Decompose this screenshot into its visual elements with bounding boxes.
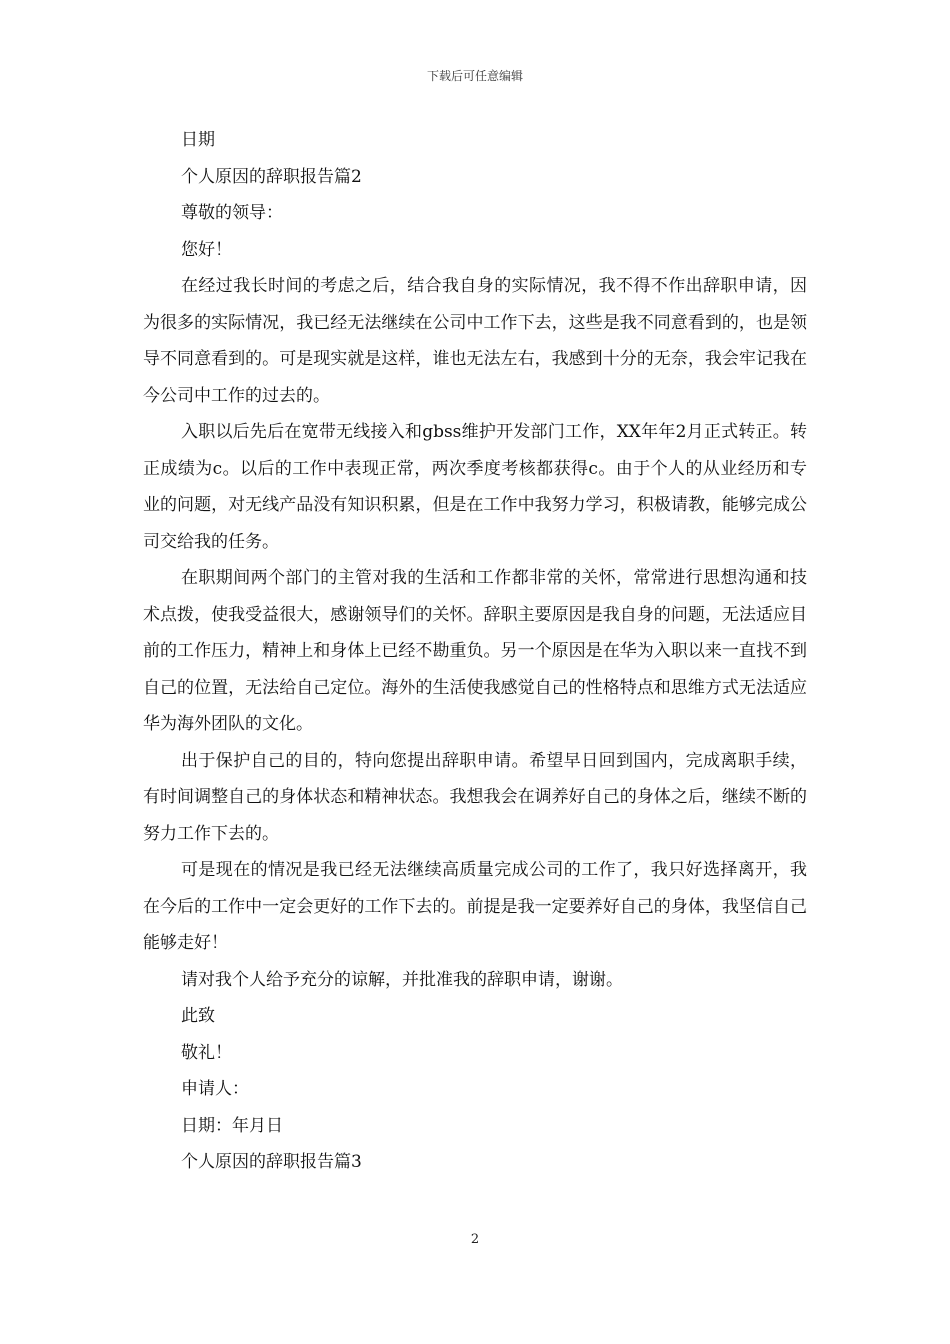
salutation: 尊敬的领导： — [181, 203, 283, 223]
body-paragraph: 请对我个人给予充分的谅解，并批准我的辞职申请，谢谢。 — [181, 969, 623, 990]
page-header: 下载后可任意编辑 — [426, 69, 523, 83]
closing-salute: 敬礼！ — [181, 1042, 232, 1063]
applicant-line: 申请人： — [181, 1079, 249, 1099]
signature-date-line: 日期：年月日 — [181, 1115, 283, 1136]
body-paragraph: 在经过我长时间的考虑之后，结合我自身的实际情况，我不得不作出辞职申请，因为很多的实际情况，我已经无法继续在公司中工作下去，这些是我不同意看到的，也是领导不同意看到的。可是现实就是这样，谁也无法左右，我感到十分的无奈，我会牢记我在今公司中工作的过去的。 — [143, 276, 807, 406]
section-heading-2: 个人原因的辞职报告篇2 — [181, 166, 362, 187]
body-paragraph: 可是现在的情况是我已经无法继续高质量完成公司的工作了，我只好选择离开，我在今后的工作中一定会更好的工作下去的。前提是我一定要养好自己的身体，我坚信自己能够走好！ — [143, 860, 807, 953]
document-body — [143, 122, 807, 1181]
body-paragraph: 入职以后先后在宽带无线接入和gbss维护开发部门工作，XX年年2月正式转正。转正成绩为c。以后的工作中表现正常，两次季度考核都获得c。由于个人的从业经历和专业的问题，对无线产品没有知识积累，但是在工作中我努力学习，积极请教，能够完成公司交给我的任务。 — [143, 422, 807, 552]
date-line: 日期 — [181, 130, 215, 150]
body-paragraph: 在职期间两个部门的主管对我的生活和工作都非常的关怀，常常进行思想沟通和技术点拨，使我受益很大，感谢领导们的关怀。辞职主要原因是我自身的问题，无法适应目前的工作压力，精神上和身体上已经不勘重负。另一个原因是在华为入职以来一直找不到自己的位置，无法给自己定位。海外的生活使我感觉自己的性格特点和思维方式无法适应华为海外团队的文化。 — [143, 568, 807, 734]
closing-phrase: 此致 — [181, 1006, 215, 1026]
body-paragraph: 出于保护自己的目的，特向您提出辞职申请。希望早日回到国内，完成离职手续，有时间调整自己的身体状态和精神状态。我想我会在调养好自己的身体之后，继续不断的努力工作下去的。 — [143, 750, 807, 844]
section-heading-3: 个人原因的辞职报告篇3 — [181, 1152, 362, 1172]
greeting: 您好！ — [181, 239, 232, 260]
page-number: 2 — [470, 1232, 480, 1247]
